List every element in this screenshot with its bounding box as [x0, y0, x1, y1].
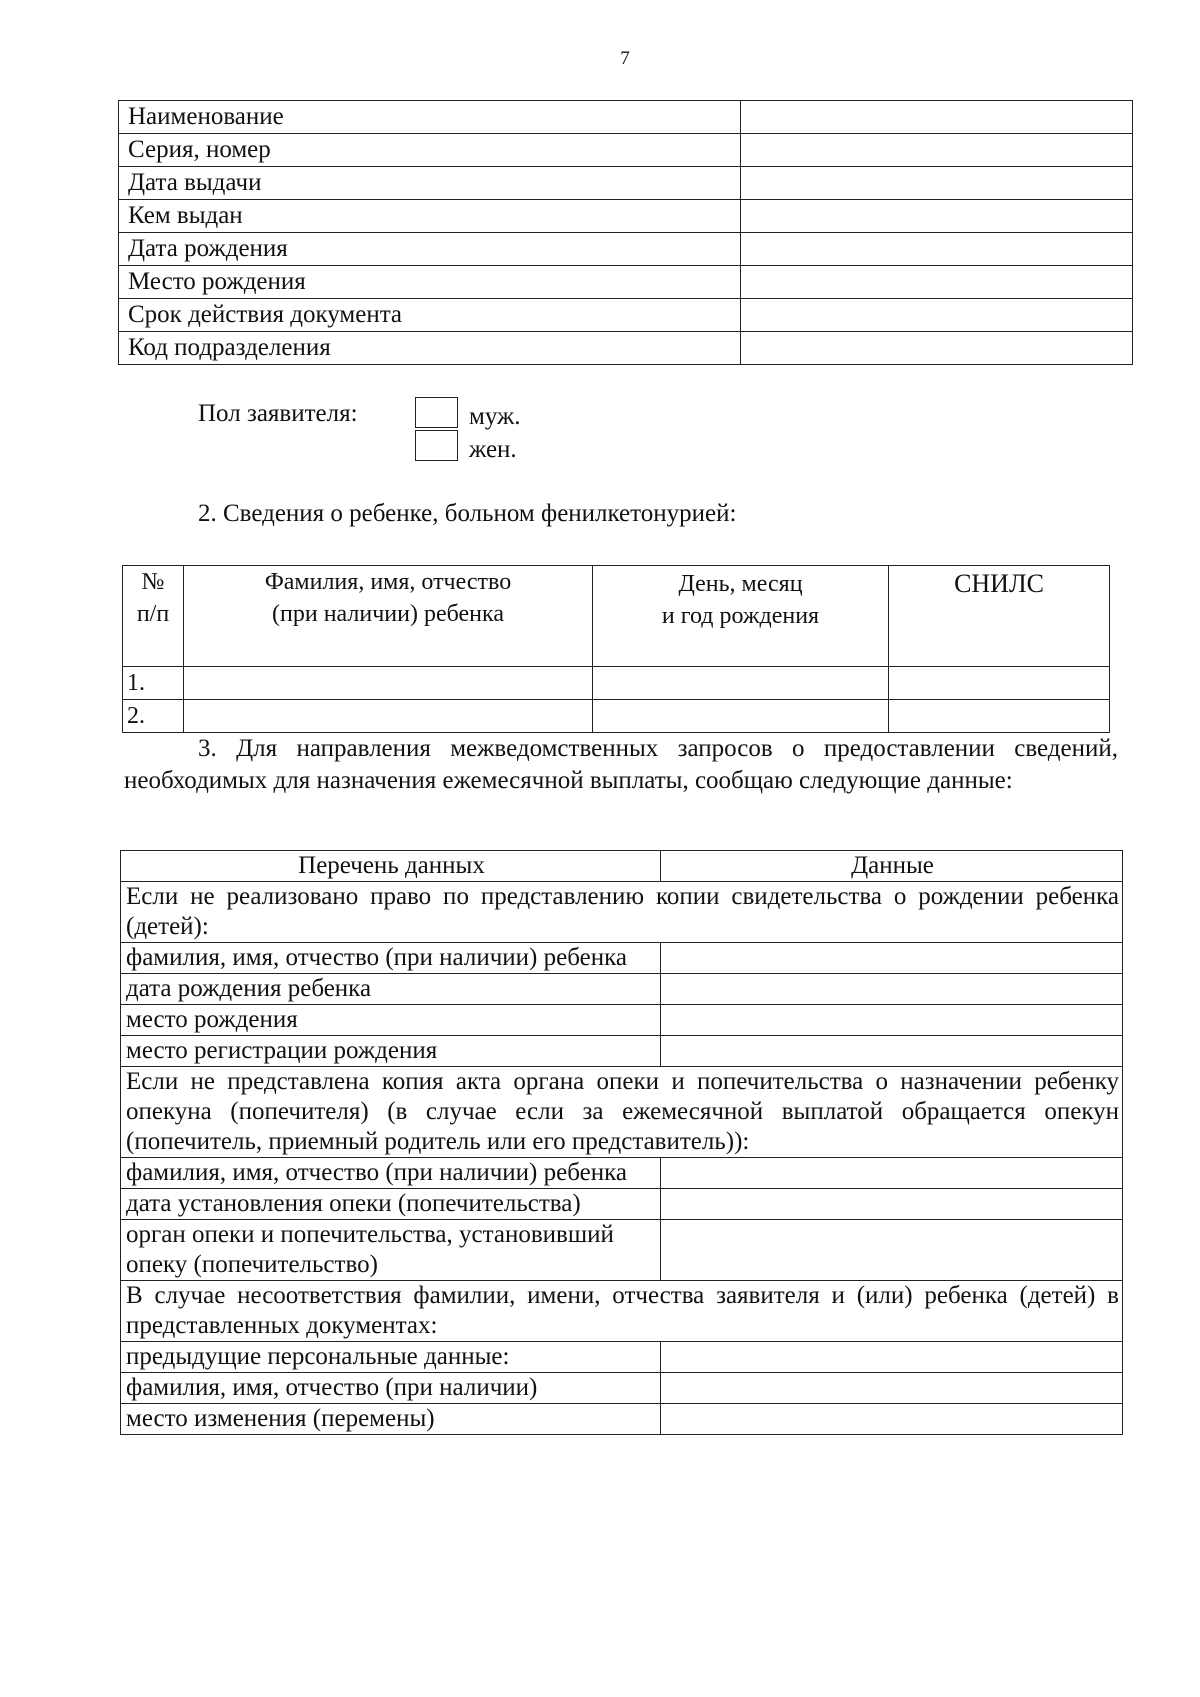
gender-female-label: жен.: [469, 436, 517, 463]
doc-value-issue-date[interactable]: [741, 167, 1133, 200]
table-row: [119, 200, 1133, 233]
doc-label-birth-place: Место рождения: [119, 266, 741, 299]
data-item-label: фамилия, имя, отчество (при наличии): [121, 1373, 661, 1404]
page-number: 7: [620, 48, 630, 69]
header-birth-date-line1: День, месяц: [678, 571, 803, 597]
doc-value-name[interactable]: [741, 101, 1133, 134]
child-table: [122, 565, 1110, 733]
doc-label-series: Серия, номер: [119, 134, 741, 167]
child-name-cell[interactable]: [184, 667, 593, 700]
table-row: [121, 943, 1123, 974]
doc-label-issue-date: Дата выдачи: [119, 167, 741, 200]
header-number-line2: п/п: [136, 601, 170, 627]
data-item-label: фамилия, имя, отчество (при наличии) ребенка: [121, 943, 661, 974]
gender-male-checkbox[interactable]: [415, 397, 458, 428]
table-row: [121, 1005, 1123, 1036]
data-item-label: предыдущие персональные данные:: [121, 1342, 661, 1373]
doc-label-birth-date: Дата рождения: [119, 233, 741, 266]
doc-label-name: Наименование: [119, 101, 741, 134]
group-title-row: [121, 882, 1123, 943]
data-item-label: место изменения (перемены): [121, 1404, 661, 1435]
doc-value-validity[interactable]: [741, 299, 1133, 332]
child-snils-cell[interactable]: [889, 700, 1110, 733]
table-row: [121, 1342, 1123, 1373]
doc-label-validity: Срок действия документа: [119, 299, 741, 332]
doc-value-issuer[interactable]: [741, 200, 1133, 233]
section2-title: 2. Сведения о ребенке, больном фенилкетонурией:: [198, 500, 737, 527]
table-row: [121, 1373, 1123, 1404]
data-item-label: орган опеки и попечительства, установивший опеку (попечительство): [121, 1220, 661, 1281]
header-number: [123, 566, 184, 667]
data-item-label: фамилия, имя, отчество (при наличии) ребенка: [121, 1158, 661, 1189]
group-title-row: [121, 1281, 1123, 1342]
header-data: Данные: [661, 851, 1123, 882]
row-number: 2.: [123, 700, 184, 733]
section3-paragraph: 3. Для направления межведомственных запросов о предоставлении сведений, необходимых для назначения ежемесячной выплаты, сообщаю следующие данные:: [124, 735, 1118, 794]
table-row: [119, 167, 1133, 200]
data-item-value[interactable]: [661, 943, 1123, 974]
data-item-value[interactable]: [661, 1404, 1123, 1435]
gender-label: Пол заявителя:: [198, 400, 358, 427]
doc-value-division-code[interactable]: [741, 332, 1133, 365]
group-title-row: [121, 1067, 1123, 1158]
table-row: [119, 134, 1133, 167]
data-item-label: дата рождения ребенка: [121, 974, 661, 1005]
doc-value-birth-place[interactable]: [741, 266, 1133, 299]
data-item-value[interactable]: [661, 1373, 1123, 1404]
gender-male-label: муж.: [469, 403, 521, 430]
table-row: [119, 233, 1133, 266]
child-snils-cell[interactable]: [889, 667, 1110, 700]
table-row: [121, 974, 1123, 1005]
data-item-value[interactable]: [661, 1189, 1123, 1220]
table-row: [119, 299, 1133, 332]
child-birth-date-cell[interactable]: [593, 700, 889, 733]
doc-label-issuer: Кем выдан: [119, 200, 741, 233]
header-birth-date: [593, 566, 889, 667]
data-item-label: место регистрации рождения: [121, 1036, 661, 1067]
table-row: [121, 1220, 1123, 1281]
group1-title: Если не реализовано право по представлению копии свидетельства о рождении ребенка (детей):: [121, 882, 1123, 943]
child-birth-date-cell[interactable]: [593, 667, 889, 700]
doc-value-series[interactable]: [741, 134, 1133, 167]
table-row: [121, 1158, 1123, 1189]
header-number-line1: №: [141, 569, 165, 595]
group2-title: Если не представлена копия акта органа опеки и попечительства о назначении ребенку опекуна (попечителя) (в случае если за ежемесячной выплатой обращается опекун (попечитель, приемный родитель или его представитель)):: [121, 1067, 1123, 1158]
data-item-value[interactable]: [661, 1036, 1123, 1067]
data-list-table: [120, 850, 1123, 1435]
data-item-value[interactable]: [661, 1158, 1123, 1189]
doc-label-division-code: Код подразделения: [119, 332, 741, 365]
data-item-label: дата установления опеки (попечительства): [121, 1189, 661, 1220]
table-row: [121, 1404, 1123, 1435]
header-data-list: Перечень данных: [121, 851, 661, 882]
table-row: [119, 332, 1133, 365]
header-full-name-line2: (при наличии) ребенка: [272, 601, 504, 627]
row-number: 1.: [123, 667, 184, 700]
header-snils-text: СНИЛС: [954, 569, 1044, 598]
gender-female-checkbox[interactable]: [415, 430, 458, 461]
group3-title: В случае несоответствия фамилии, имени, отчества заявителя и (или) ребенка (детей) в представленных документах:: [121, 1281, 1123, 1342]
table-row: [121, 1036, 1123, 1067]
table-header-row: [123, 566, 1110, 667]
table-row: [123, 700, 1110, 733]
table-row: [119, 101, 1133, 134]
data-item-value[interactable]: [661, 974, 1123, 1005]
data-item-value[interactable]: [661, 1005, 1123, 1036]
data-item-value[interactable]: [661, 1342, 1123, 1373]
header-full-name-line1: Фамилия, имя, отчество: [264, 569, 512, 595]
table-row: [121, 1189, 1123, 1220]
header-full-name: [184, 566, 593, 667]
data-item-value[interactable]: [661, 1220, 1123, 1281]
table-row: [123, 667, 1110, 700]
table-header-row: [121, 851, 1123, 882]
identity-document-table: [118, 100, 1133, 365]
doc-value-birth-date[interactable]: [741, 233, 1133, 266]
header-snils: [889, 566, 1110, 667]
header-birth-date-line2: и год рождения: [661, 603, 820, 629]
data-item-label: место рождения: [121, 1005, 661, 1036]
table-row: [119, 266, 1133, 299]
child-name-cell[interactable]: [184, 700, 593, 733]
